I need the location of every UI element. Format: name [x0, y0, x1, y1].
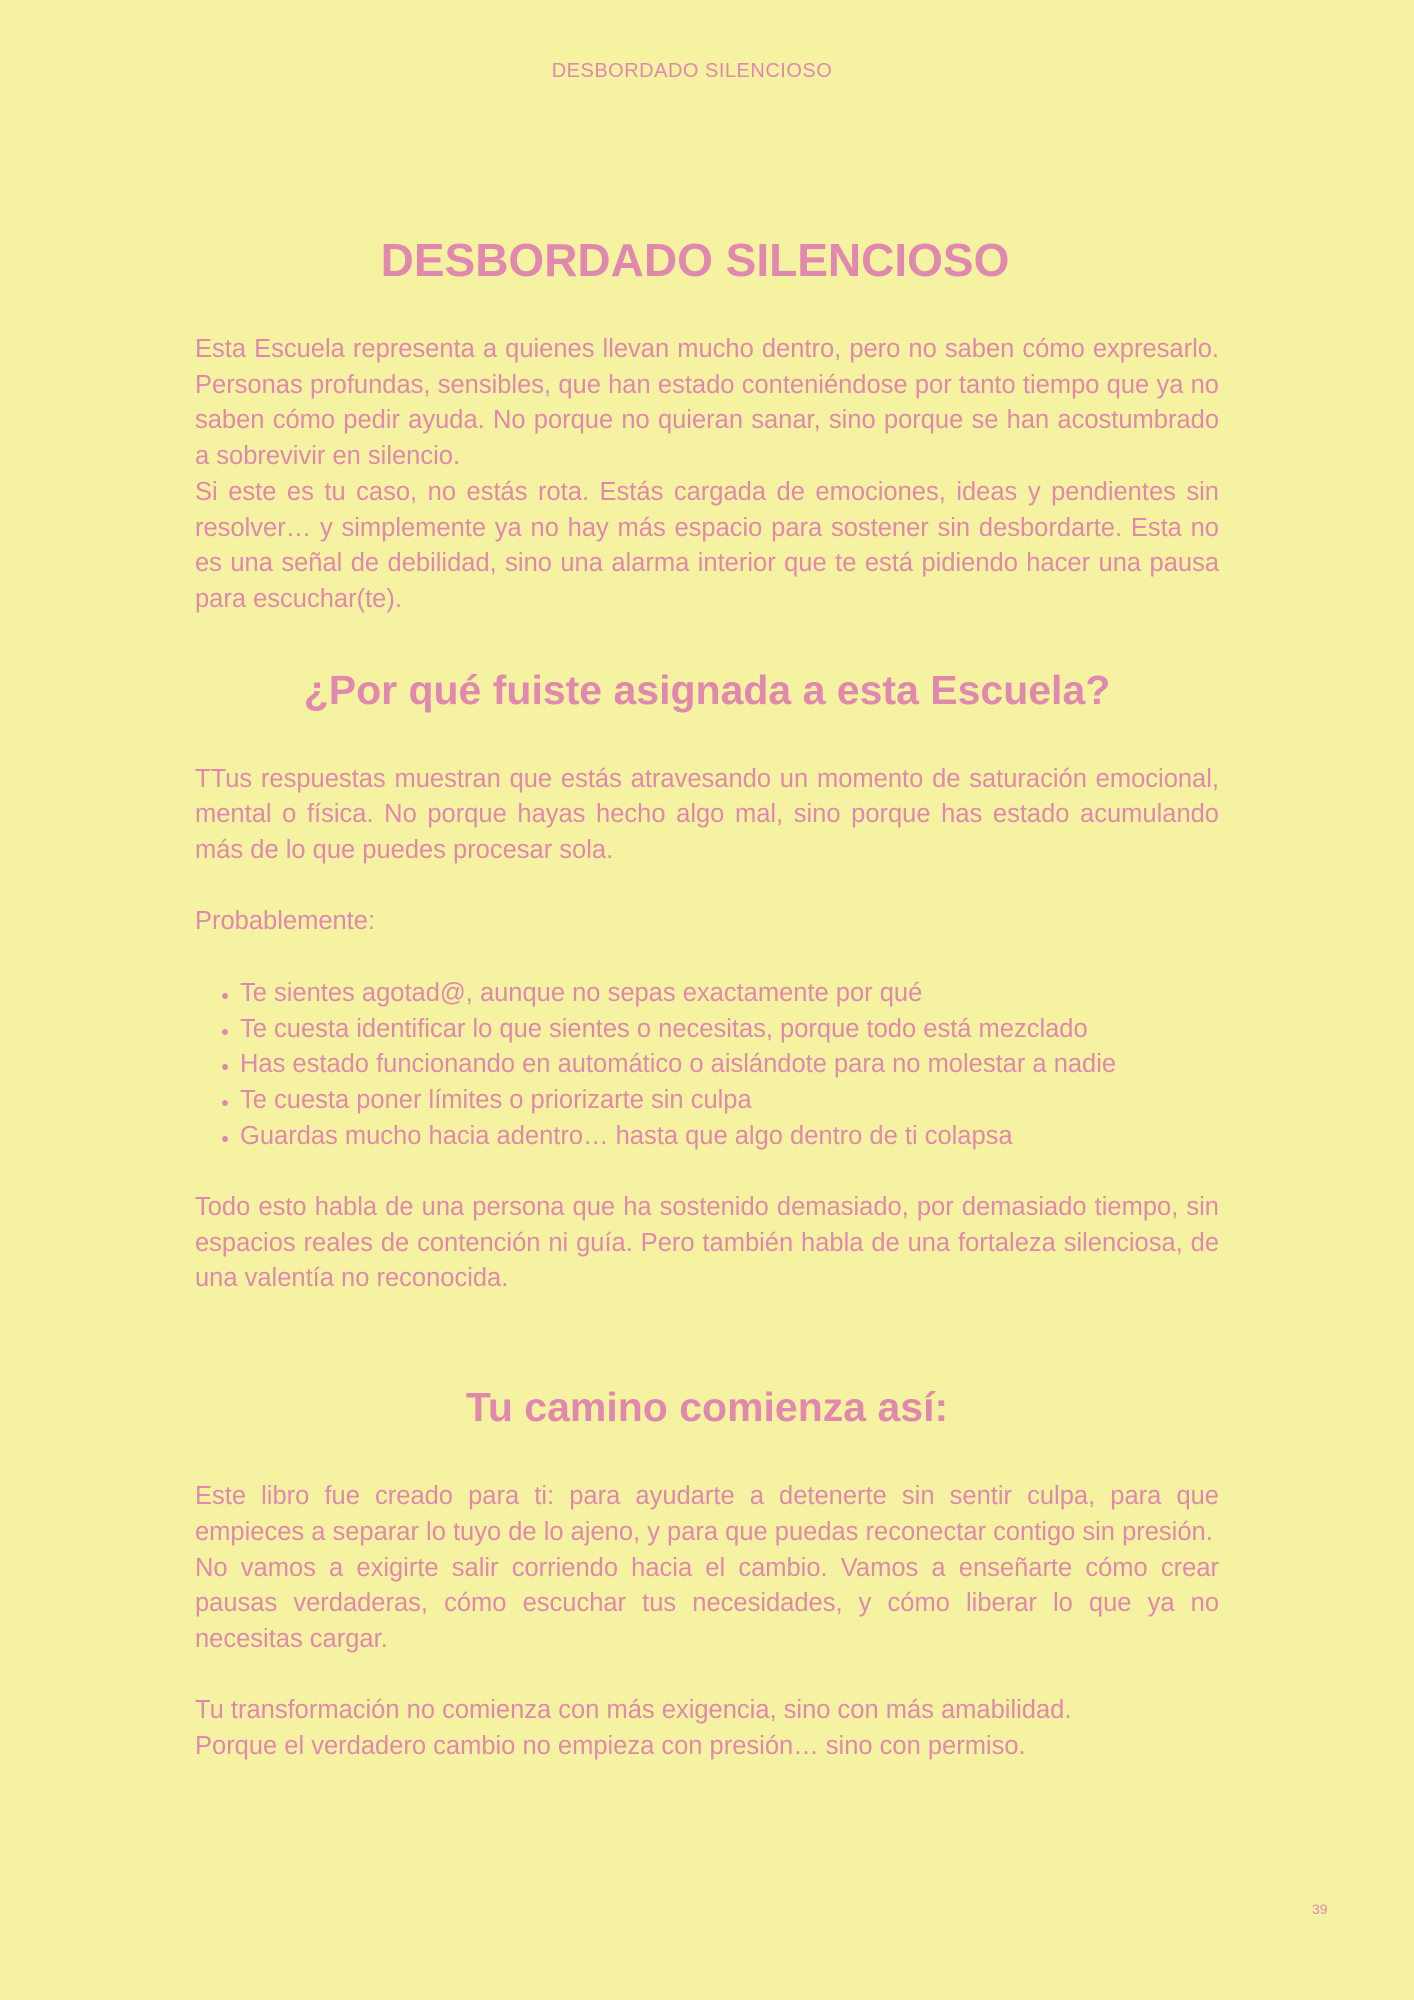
list-item: • Te cuesta poner límites o priorizarte sin culpa: [240, 1083, 1219, 1119]
spacer: [195, 292, 1219, 332]
why-lead: Probablemente:: [195, 907, 376, 936]
spacer: [195, 869, 1219, 905]
page-number: 39: [1312, 1901, 1328, 1917]
list-item: • Te sientes agotad@, aunque no sepas exactamente por qué: [240, 976, 1219, 1012]
intro-paragraph-2: Si este es tu caso, no estás rota. Estás cargada de emociones, ideas y pendientes sin resolver… y simplemente ya no hay más espacio para sostener sin desbordarte. Esta no es una señal de debilidad, sino una alarma interior que te está pidiendo hacer una pausa para escuchar(te).: [195, 477, 1219, 613]
path-paragraph-4: Porque el verdadero cambio no empieza con presión… sino con permiso.: [195, 1732, 1026, 1761]
page-content: [195, 228, 1219, 1765]
section-heading-path: Tu camino comienza así:: [465, 1384, 949, 1431]
list-item: • Guardas mucho hacia adentro… hasta que algo dentro de ti colapsa: [240, 1119, 1219, 1155]
spacer: [195, 1658, 1219, 1694]
spacer: [195, 618, 1219, 662]
path-paragraph-1: Este libro fue creado para ti: para ayudarte a detenerte sin sentir culpa, para que empieces a separar lo tuyo de lo ajeno, y para que puedas reconectar contigo sin presión.: [195, 1482, 1219, 1546]
spacer: [195, 1154, 1219, 1190]
path-paragraph-2: No vamos a exigirte salir corriendo hacia el cambio. Vamos a enseñarte cómo crear pausas verdaderas, cómo escuchar tus necesidades, y cómo liberar lo que ya no necesitas cargar.: [195, 1553, 1219, 1653]
intro-paragraph-1: Esta Escuela representa a quienes llevan mucho dentro, pero no saben cómo expresarlo. Personas profundas, sensibles, que han estado conteniéndose por tanto tiempo que ya no saben cómo pedir ayuda. No porque no quieran sanar, sino porque se han acostumbrado a sobrevivir en silencio.: [195, 335, 1219, 471]
list-item: • Te cuesta identificar lo que sientes o necesitas, porque todo está mezclado: [240, 1012, 1219, 1048]
path-paragraph-3: Tu transformación no comienza con más exigencia, sino con más amabilidad.: [195, 1696, 1072, 1725]
list-item: • Has estado funcionando en automático o aislándote para no molestar a nadie: [240, 1047, 1219, 1083]
spacer: [195, 940, 1219, 976]
section-heading-why: ¿Por qué fuiste asignada a esta Escuela?: [303, 666, 1111, 713]
spacer: [195, 718, 1219, 762]
spacer: [195, 1297, 1219, 1379]
page-title: DESBORDADO SILENCIOSO: [380, 234, 1010, 286]
why-paragraph-2: Todo esto habla de una persona que ha sostenido demasiado, por demasiado tiempo, sin espacios reales de contención ni guía. Pero también habla de una fortaleza silenciosa, de una valentía no reconocida.: [195, 1193, 1219, 1293]
why-paragraph-1: TTus respuestas muestran que estás atravesando un momento de saturación emocional, mental o física. No porque hayas hecho algo mal, sino porque has estado acumulando más de lo que puedes procesar sola.: [195, 764, 1219, 865]
spacer: [195, 1435, 1219, 1479]
symptom-list: [195, 976, 1219, 1155]
running-header: DESBORDADO SILENCIOSO: [551, 60, 833, 82]
